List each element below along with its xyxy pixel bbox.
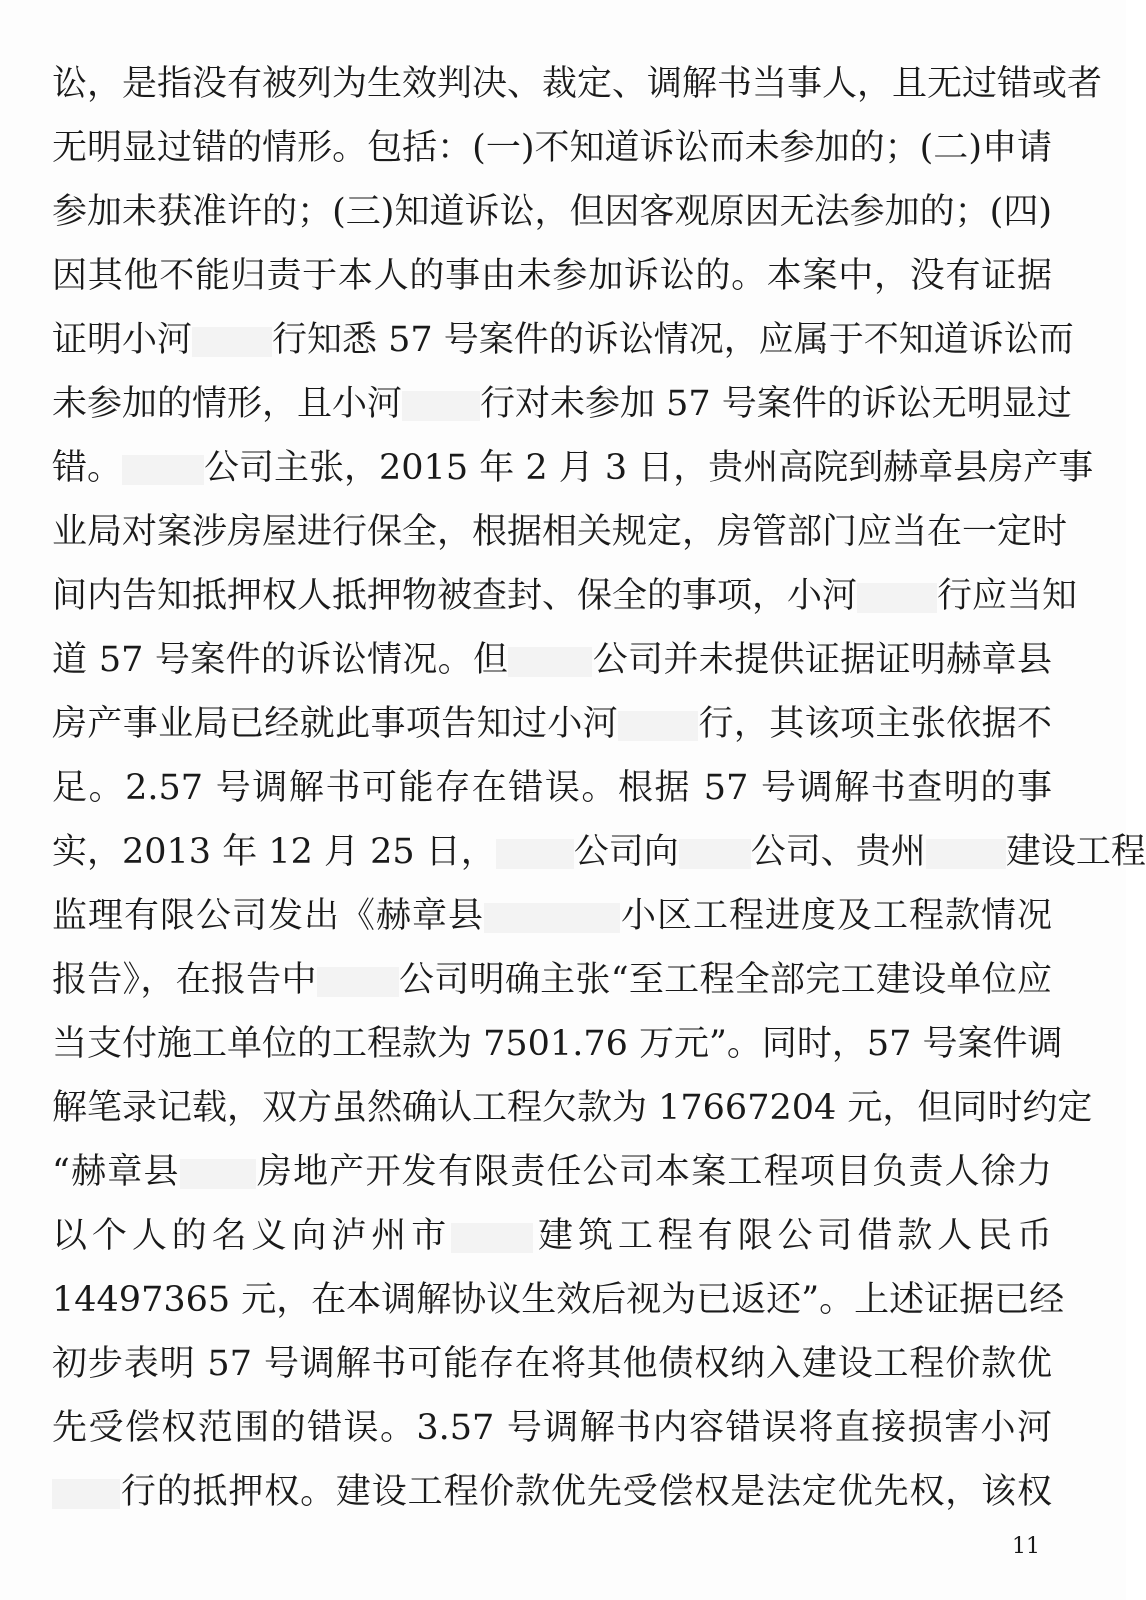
text-line: 足。2.57 号调解书可能存在错误。根据 57 号调解书查明的事	[52, 768, 1052, 808]
redaction	[926, 839, 1006, 869]
text-line: 解笔录记载，双方虽然确认工程欠款为 17667204 元，但同时约定	[52, 1088, 1093, 1128]
redaction	[122, 455, 204, 485]
redaction	[180, 1159, 256, 1189]
redaction	[52, 1479, 120, 1509]
text-line: 14497365 元，在本调解协议生效后视为已返还”。上述证据已经	[52, 1280, 1065, 1320]
redaction	[508, 647, 592, 677]
redaction	[192, 327, 272, 357]
text-line: “赫章县 房地产开发有限责任公司本案工程项目负责人徐力	[52, 1152, 1052, 1192]
text-line: 当支付施工单位的工程款为 7501.76 万元”。同时，57 号案件调	[52, 1024, 1063, 1064]
page-number: 11	[1012, 1534, 1040, 1559]
text-line: 错。 公司主张，2015 年 2 月 3 日，贵州高院到赫章县房产事	[52, 448, 1094, 488]
text-line: 未参加的情形，且小河 行对未参加 57 号案件的诉讼无明显过	[52, 384, 1072, 424]
redaction	[402, 391, 480, 421]
text-line: 业局对案涉房屋进行保全，根据相关规定，房管部门应当在一定时	[52, 512, 1068, 552]
text-line: 因其他不能归责于本人的事由未参加诉讼的。本案中，没有证据	[52, 256, 1052, 296]
text-line: 参加未获准许的；(三)知道诉讼，但因客观原因无法参加的；(四)	[52, 192, 1052, 232]
redaction	[618, 711, 698, 741]
text-line: 先受偿权范围的错误。3.57 号调解书内容错误将直接损害小河	[52, 1408, 1052, 1448]
redaction	[451, 1223, 533, 1253]
text-line: 监理有限公司发出《赫章县 小区工程进度及工程款情况	[52, 896, 1052, 936]
text-line: 间内告知抵押权人抵押物被查封、保全的事项，小河 行应当知	[52, 576, 1078, 616]
text-line: 无明显过错的情形。包括：(一)不知道诉讼而未参加的；(二)申请	[52, 128, 1052, 168]
redaction	[317, 967, 399, 997]
redaction	[484, 903, 620, 933]
text-line: 讼，是指没有被列为生效判决、裁定、调解书当事人，且无过错或者	[52, 64, 1103, 104]
text-line: 道 57 号案件的诉讼情况。但 公司并未提供证据证明赫章县	[52, 640, 1052, 680]
text-line: 实，2013 年 12 月 25 日， 公司向 公司、贵州 建设工程	[52, 832, 1146, 872]
text-line: 以个人的名义向泸州市 建筑工程有限公司借款人民币	[52, 1216, 1052, 1256]
text-line: 报告》，在报告中 公司明确主张“至工程全部完工建设单位应	[52, 960, 1052, 1000]
text-line: 房产事业局已经就此事项告知过小河 行，其该项主张依据不	[52, 704, 1052, 744]
text-line: 行的抵押权。建设工程价款优先受偿权是法定优先权，该权	[52, 1470, 1052, 1514]
text-line: 证明小河 行知悉 57 号案件的诉讼情况，应属于不知道诉讼而	[52, 320, 1074, 360]
text-line: 初步表明 57 号调解书可能存在将其他债权纳入建设工程价款优	[52, 1344, 1052, 1384]
redaction	[496, 839, 574, 869]
redaction	[857, 583, 937, 613]
redaction	[679, 839, 751, 869]
